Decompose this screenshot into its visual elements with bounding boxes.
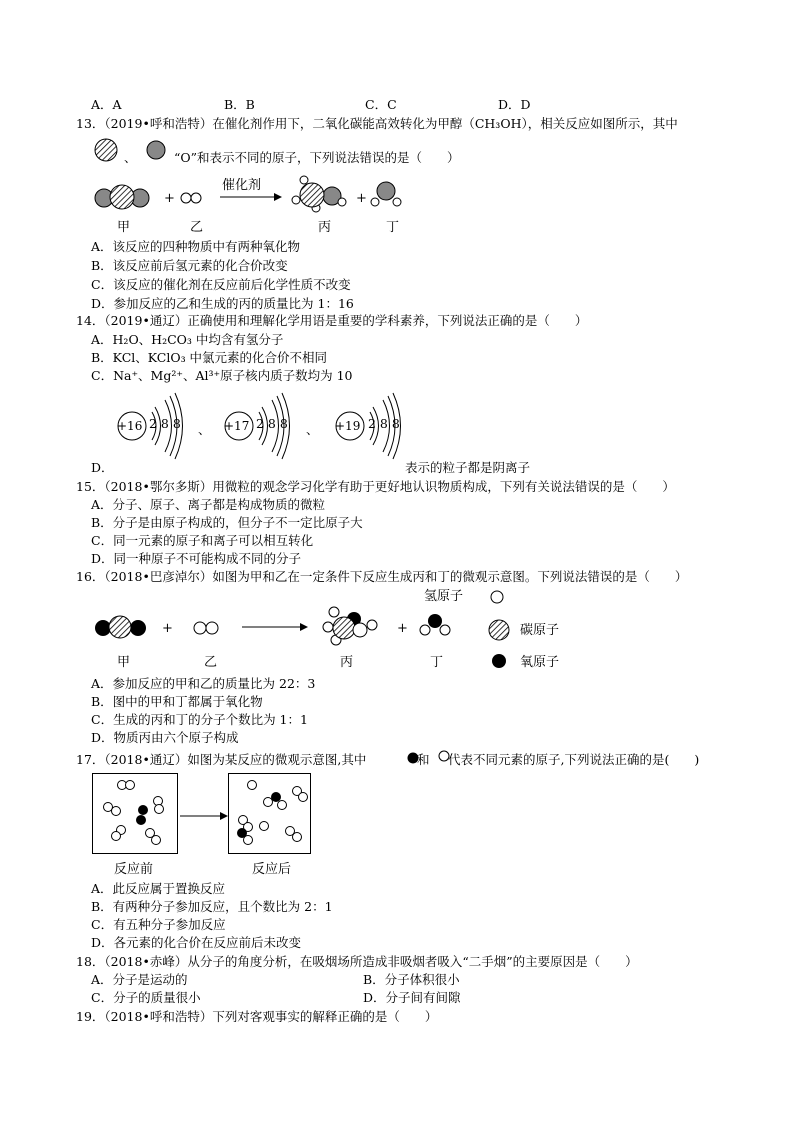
q17-option-a: A．此反应属于置换反应 — [91, 881, 226, 896]
q13-option-b: B．该反应前后氢元素的化合价改变 — [91, 258, 288, 273]
q14-option-c: C．Na⁺、Mg²⁺、Al³⁺原子核内质子数均为 10 — [91, 368, 353, 383]
q16-legend — [489, 591, 509, 668]
q12-option-c: C．C — [365, 97, 397, 112]
q16-legend-hydrogen: 氢原子 — [424, 589, 464, 604]
q13-inline-atoms-icon — [92, 136, 182, 164]
q14-sep-2: 、 — [306, 422, 319, 437]
q12-option-d: D．D — [498, 97, 531, 112]
q16-option-a: A．参加反应的甲和乙的质量比为 22：3 — [91, 676, 316, 691]
q17-option-b: B．有两种分子参加反应，且个数比为 2：1 — [91, 899, 333, 914]
q16-option-b: B．图中的甲和丁都属于氧化物 — [91, 694, 263, 709]
q14-stem: 14．（2019•通辽）正确使用和理解化学用语是重要的学科素养，下列说法正确的是（ ） — [76, 313, 588, 328]
q15-option-b: B．分子是由原子构成的，但分子不一定比原子大 — [91, 515, 363, 530]
q14-nucleus-2: +17 — [224, 419, 250, 433]
q17-label-before: 反应前 — [114, 862, 154, 877]
q16-label-bing: 丙 — [340, 655, 354, 670]
q16-legend-carbon: 碳原子 — [520, 623, 560, 638]
svg-text:+: + — [356, 191, 367, 206]
q14-nucleus-1: +16 — [117, 419, 143, 433]
q17-option-d: D．各元素的化合价在反应前后未改变 — [91, 935, 302, 950]
q13-label-ding: 丁 — [386, 220, 400, 235]
q13-label-bing: 丙 — [318, 220, 332, 235]
q12-option-a: A．A — [91, 97, 122, 112]
q13-molecule-bing — [292, 176, 346, 212]
q18-option-c: C．分子的质量很小 — [91, 990, 201, 1005]
q13-molecule-ding — [371, 182, 401, 206]
q17-reaction-diagram — [92, 773, 322, 858]
q14-shells-2: 2 8 8 — [256, 416, 288, 431]
q13-option-a: A．该反应的四种物质中有两种氧化物 — [91, 239, 301, 254]
q17-stem-b: 和 — [417, 752, 430, 767]
q16-legend-oxygen: 氧原子 — [520, 655, 560, 670]
svg-text:+: + — [164, 191, 175, 206]
q17-label-after: 反应后 — [252, 862, 292, 877]
q17-stem-a: 17．（2018•通辽）如图为某反应的微观示意图,其中 — [76, 752, 367, 767]
q13-label-yi: 乙 — [190, 220, 204, 235]
q13-catalyst-label: 催化剂 — [222, 178, 262, 193]
q16-label-ding: 丁 — [430, 655, 444, 670]
q16-molecule-jia — [95, 616, 146, 638]
q13-stem-sep: 、 — [124, 150, 137, 165]
q13-option-d: D．参加反应的乙和生成的丙的质量比为 1：16 — [91, 296, 354, 311]
q17-stem-c: 代表不同元素的原子,下列说法正确的是( ) — [448, 752, 700, 767]
q15-option-d: D．同一种原子不可能构成不同的分子 — [91, 551, 302, 566]
q13-option-c: C．该反应的催化剂在反应前后化学性质不改变 — [91, 277, 351, 292]
q14-nucleus-3: +19 — [335, 419, 361, 433]
q16-option-c: C．生成的丙和丁的分子个数比为 1：1 — [91, 712, 308, 727]
q13-stem-line2: “O”和表示不同的原子，下列说法错误的是（ ） — [174, 150, 460, 165]
q14-sep-1: 、 — [198, 422, 211, 437]
q14-option-d-prefix: D． — [91, 460, 114, 475]
q14-shells-3: 2 8 8 — [368, 416, 400, 431]
q19-stem: 19．（2018•呼和浩特）下列对客观事实的解释正确的是（ ） — [76, 1009, 438, 1024]
q16-molecule-yi — [194, 622, 218, 634]
q15-option-a: A．分子、原子、离子都是构成物质的微粒 — [91, 497, 326, 512]
q16-molecule-bing — [323, 607, 377, 645]
q13-stem-line1: 13．（2019•呼和浩特）在催化剂作用下，二氧化碳能高效转化为甲醇（CH₃OH），相关反应如图所示，其中 — [76, 116, 678, 131]
q17-option-c: C．有五种分子参加反应 — [91, 917, 226, 932]
q14-option-d-text: 表示的粒子都是阴离子 — [405, 460, 531, 475]
q15-stem: 15．（2018•鄂尔多斯）用微粒的观念学习化学有助于更好地认识物质构成，下列有关说法错误的是（ ） — [76, 479, 675, 494]
q12-option-b: B．B — [224, 97, 255, 112]
q18-stem: 18．（2018•赤峰）从分子的角度分析，在吸烟场所造成非吸烟者吸入“二手烟”的主要原因是（ ） — [76, 954, 638, 969]
svg-text:+: + — [162, 621, 173, 636]
q14-option-b: B．KCl、KClO₃ 中氯元素的化合价不相同 — [91, 350, 328, 365]
q14-option-a: A．H₂O、H₂CO₃ 中均含有氢分子 — [91, 332, 284, 347]
q18-option-a: A．分子是运动的 — [91, 972, 188, 987]
q13-molecule-jia — [95, 185, 149, 209]
q13-label-jia: 甲 — [117, 220, 131, 235]
q16-option-d: D．物质丙由六个原子构成 — [91, 730, 239, 745]
q16-molecule-ding — [420, 614, 450, 635]
q16-label-jia: 甲 — [117, 655, 131, 670]
q13-molecule-yi — [181, 193, 201, 203]
q15-option-c: C．同一元素的原子和离子可以相互转化 — [91, 533, 314, 548]
q18-option-d: D．分子间有间隙 — [363, 990, 461, 1005]
svg-text:+: + — [397, 621, 408, 636]
q16-label-yi: 乙 — [204, 655, 218, 670]
q18-option-b: B．分子体积很小 — [363, 972, 460, 987]
q14-shells-1: 2 8 8 — [149, 416, 181, 431]
q16-stem: 16．（2018•巴彦淖尔）如图为甲和乙在一定条件下反应生成丙和丁的微观示意图。下列说法错误的是（ ） — [76, 569, 688, 584]
